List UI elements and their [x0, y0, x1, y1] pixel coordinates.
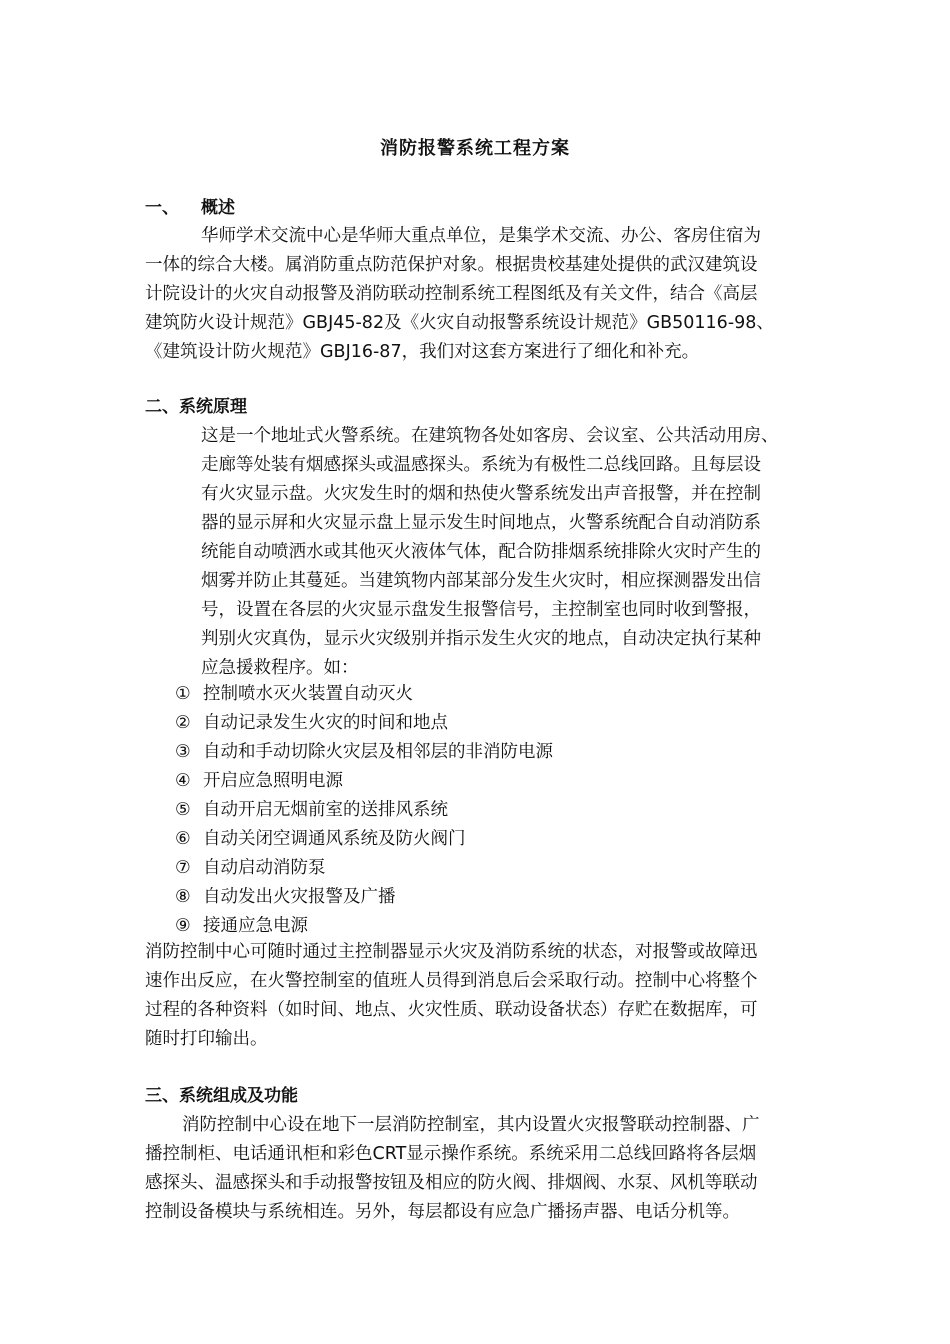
item-text: 自动启动消防泵 [203, 858, 326, 878]
item-text: 自动和手动切除火灾层及相邻层的非消防电源 [203, 742, 553, 762]
paragraph-line: 一体的综合大楼。属消防重点防范保护对象。根据贵校基建处提供的武汉建筑设 [145, 255, 758, 275]
section-title: 系统组成及功能 [179, 1086, 298, 1106]
section-number: 三、 [145, 1086, 179, 1106]
paragraph-line: 判别火灾真伪，显示火灾级别并指示发生火灾的地点，自动决定执行某种 [201, 629, 761, 649]
paragraph-line: 计院设计的火灾自动报警及消防联动控制系统工程图纸及有关文件，结合《高层 [145, 284, 758, 304]
paragraph-line: 有火灾显示盘。火灾发生时的烟和热使火警系统发出声音报警，并在控制 [201, 484, 761, 504]
item-number: ① [175, 684, 191, 704]
principle-paragraph [201, 422, 881, 683]
list-item [175, 854, 875, 883]
section-heading-composition [145, 1082, 298, 1111]
item-text: 自动记录发生火灾的时间和地点 [203, 713, 448, 733]
section-title: 概述 [201, 198, 235, 218]
list-item [175, 883, 875, 912]
list-item [175, 767, 875, 796]
item-number: ⑤ [175, 800, 191, 820]
paragraph-line: 走廊等处装有烟感探头或温感探头。系统为有极性二总线回路。且每层设 [201, 455, 761, 475]
paragraph-line: 消防控制中心设在地下一层消防控制室，其内设置火灾报警联动控制器、广 [182, 1115, 760, 1135]
item-text: 开启应急照明电源 [203, 771, 343, 791]
item-text: 控制喷水灭火装置自动灭火 [203, 684, 413, 704]
paragraph-line: 应急援救程序。如： [201, 658, 359, 678]
item-number: ⑨ [175, 916, 191, 936]
item-number: ④ [175, 771, 191, 791]
composition-paragraph [145, 1111, 880, 1227]
section-heading-principle [145, 393, 247, 422]
item-text: 自动发出火灾报警及广播 [203, 887, 396, 907]
item-number: ③ [175, 742, 191, 762]
list-item [175, 709, 875, 738]
paragraph-line: 华师学术交流中心是华师大重点单位，是集学术交流、办公、客房住宿为 [201, 226, 761, 246]
list-item [175, 912, 875, 941]
paragraph-line: 烟雾并防止其蔓延。当建筑物内部某部分发生火灾时，相应探测器发出信 [201, 571, 761, 591]
paragraph-line: 建筑防火设计规范》GBJ45-82及《火灾自动报警系统设计规范》GB50116-98、 [145, 313, 774, 333]
paragraph-line: 号，设置在各层的火灾显示盘发生报警信号，主控制室也同时收到警报， [201, 600, 761, 620]
paragraph-line: 《建筑设计防火规范》GBJ16-87，我们对这套方案进行了细化和补充。 [145, 342, 700, 362]
item-text: 自动关闭空调通风系统及防火阀门 [203, 829, 466, 849]
item-text: 接通应急电源 [203, 916, 308, 936]
paragraph-line: 感探头、温感探头和手动报警按钮及相应的防火阀、排烟阀、水泵、风机等联动 [145, 1173, 758, 1193]
list-item [175, 796, 875, 825]
paragraph-line: 统能自动喷洒水或其他灭火液体气体，配合防排烟系统排除火灾时产生的 [201, 542, 761, 562]
section-heading-overview [145, 194, 235, 223]
paragraph-line: 播控制柜、电话通讯柜和彩色CRT显示操作系统。系统采用二总线回路将各层烟 [145, 1144, 757, 1164]
overview-paragraph [145, 222, 880, 367]
paragraph-line: 过程的各种资料（如时间、地点、火灾性质、联动设备状态）存贮在数据库，可 [145, 1000, 758, 1020]
paragraph-line: 消防控制中心可随时通过主控制器显示火灾及消防系统的状态，对报警或故障迅 [145, 942, 758, 962]
paragraph-line: 速作出反应，在火警控制室的值班人员得到消息后会采取行动。控制中心将整个 [145, 971, 758, 991]
item-number: ⑦ [175, 858, 191, 878]
paragraph-line: 随时打印输出。 [145, 1029, 268, 1049]
list-item [175, 825, 875, 854]
paragraph-line: 器的显示屏和火灾显示盘上显示发生时间地点，火警系统配合自动消防系 [201, 513, 761, 533]
item-number: ⑧ [175, 887, 191, 907]
paragraph-line: 控制设备模块与系统相连。另外，每层都设有应急广播扬声器、电话分机等。 [145, 1202, 740, 1222]
control-center-paragraph [145, 938, 880, 1054]
section-number: 一、 [145, 198, 179, 218]
section-number: 二、 [145, 397, 179, 417]
section-title: 系统原理 [179, 397, 247, 417]
emergency-procedure-list [175, 680, 875, 941]
item-text: 自动开启无烟前室的送排风系统 [203, 800, 448, 820]
list-item [175, 738, 875, 767]
paragraph-line: 这是一个地址式火警系统。在建筑物各处如客房、会议室、公共活动用房、 [201, 426, 779, 446]
item-number: ② [175, 713, 191, 733]
document-title: 消防报警系统工程方案 [380, 138, 570, 159]
item-number: ⑥ [175, 829, 191, 849]
list-item [175, 680, 875, 709]
